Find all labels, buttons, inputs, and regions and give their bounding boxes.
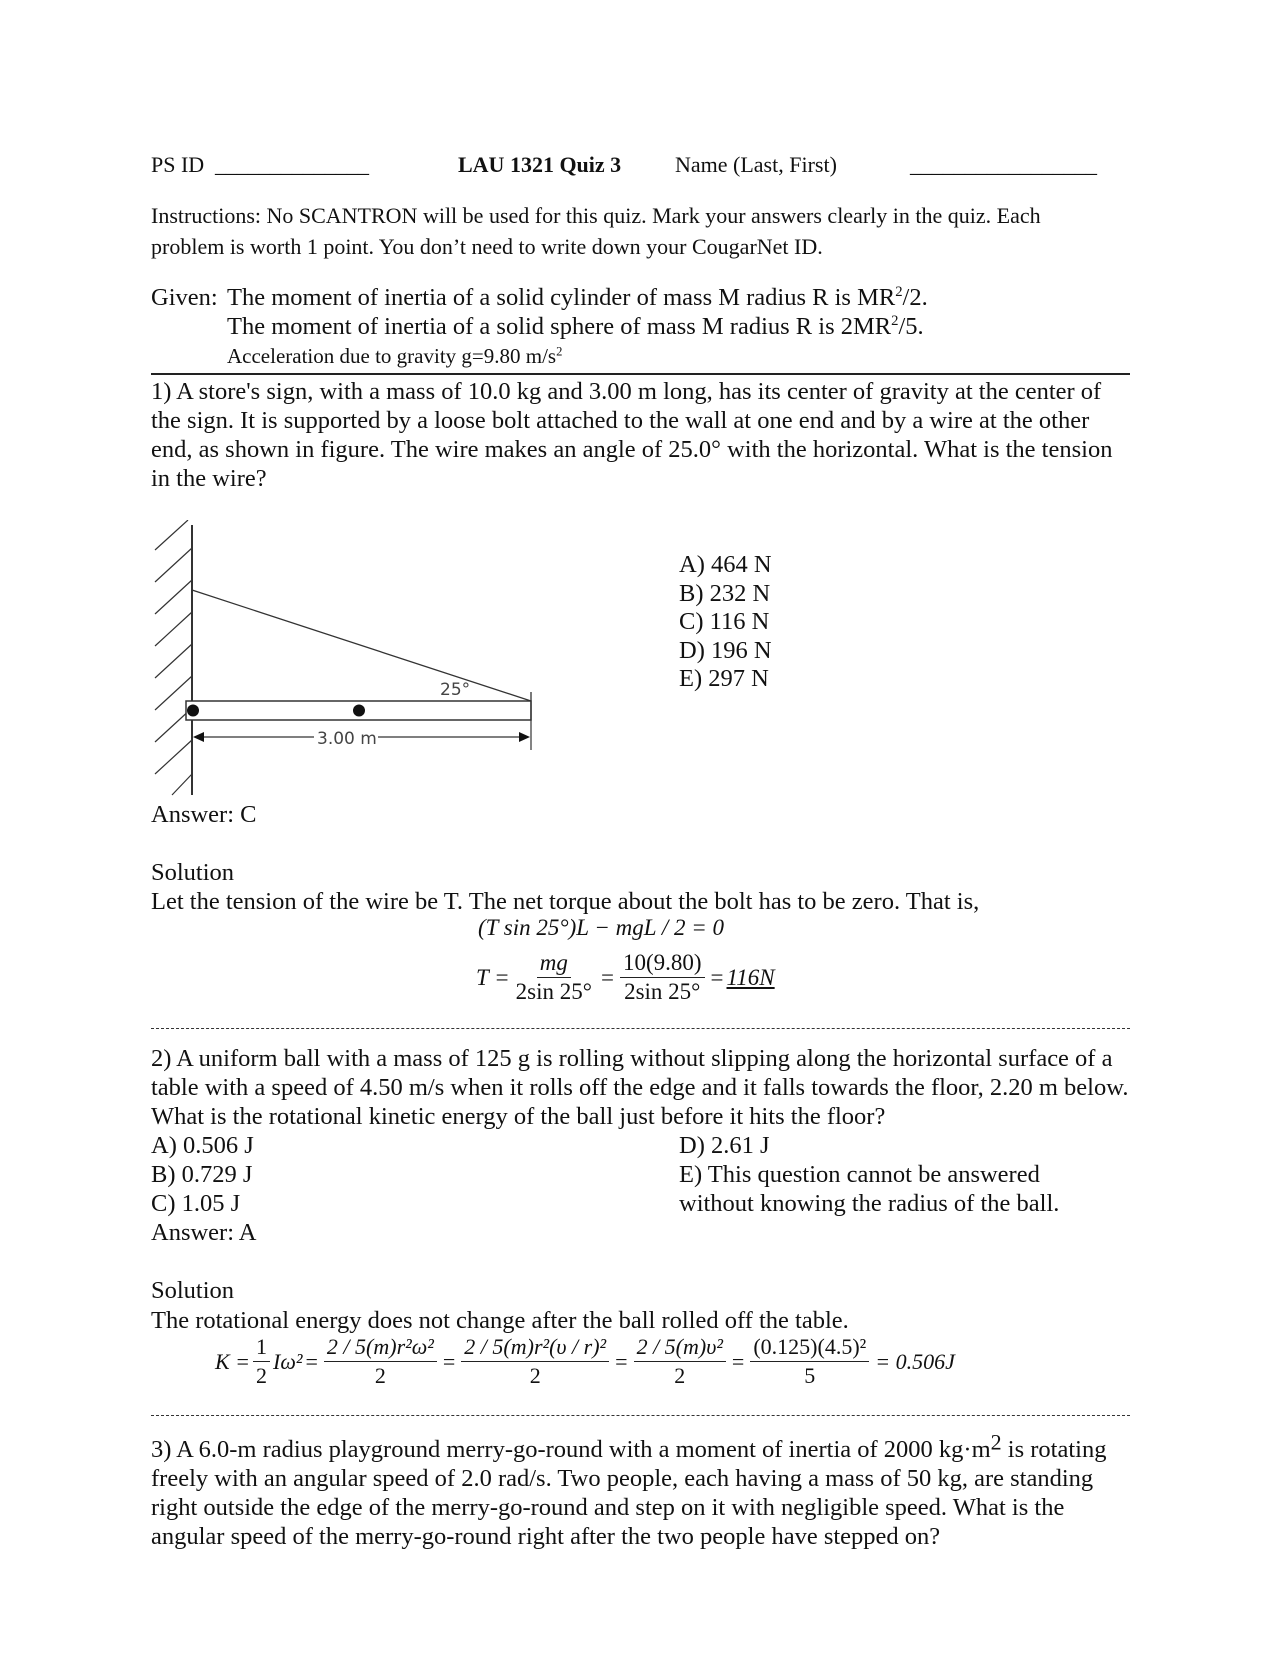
option-b[interactable]: B) 232 N	[679, 579, 771, 607]
wall-hatching-icon	[155, 520, 192, 795]
option-c[interactable]: C) 1.05 J	[151, 1190, 241, 1217]
option-a[interactable]: A) 0.506 J	[151, 1132, 254, 1159]
question-1-text: 1) A store's sign, with a mass of 10.0 kg and 3.00 m long, has its center of gravity at the center of the sign. It is supported by a loose bolt attached to the wall at one end and by a wire at the other end, as shown in figure. The wire makes an angle of 25.0° with the horizontal. What is the tension in the wire?	[151, 378, 1113, 492]
question-2-solution-text: The rotational energy does not change after the ball rolled off the table.	[151, 1307, 849, 1334]
angle-label: 25°	[440, 680, 471, 700]
instructions-line-2: problem is worth 1 point. You don’t need to write down your CougarNet ID.	[151, 234, 823, 259]
length-label: 3.00 m	[317, 729, 377, 749]
question-3-text: 3) A 6.0-m radius playground merry-go-round with a moment of inertia of 2000 $kg\cdot m^2$ is rotating freely with an angular speed of 2.0 rad/s. Two people, each having a mass of 50 kg, are standing right outside the edge of the merry-go-round and step on it with negligible speed. What is the angular speed of the merry-go-round right after the two people have stepped on?	[151, 1429, 1107, 1550]
wire-line	[192, 590, 531, 701]
given-sphere: The moment of inertia of a solid sphere of mass M radius R is $2MR^2/5$.	[227, 313, 924, 340]
question-2-solution-title: Solution	[151, 1277, 235, 1304]
question-1-solution-text: Let the tension of the wire be T. The net torque about the bolt has to be zero. That is,	[151, 888, 980, 915]
question-1-answer: Answer: C	[151, 801, 257, 828]
question-2-answer: Answer: A	[151, 1219, 257, 1246]
question-2-options-right	[679, 1131, 1059, 1218]
name-label: Name (Last, First)	[675, 152, 837, 177]
option-c[interactable]: C) 116 N	[679, 608, 770, 635]
quiz-title: LAU 1321 Quiz 3	[458, 152, 622, 177]
option-e[interactable]: E) 297 N	[679, 665, 769, 692]
question-divider	[151, 1028, 1130, 1029]
ps-id-label: PS ID	[151, 152, 205, 177]
sign-diagram	[150, 520, 550, 800]
question-1-solution-title: Solution	[151, 859, 235, 886]
bolt-icon	[187, 705, 199, 717]
instructions-line-1: Instructions: No SCANTRON will be used for this quiz. Mark your answers clearly in the quiz. Each	[151, 203, 1041, 228]
option-e[interactable]: E) This question cannot be answered	[679, 1161, 1040, 1188]
question-1-equation-1: (T sin 25°)L − mgL / 2 = 0	[478, 915, 725, 940]
question-2-text: 2) A uniform ball with a mass of 125 g is rolling without slipping along the horizontal surface of a table with a speed of 4.50 m/s when it rolls off the edge and it falls towards the floor, 2.20 m below. What is the rotational kinetic energy of the ball just before it hits the floor?	[151, 1045, 1129, 1130]
section-divider	[151, 373, 1130, 375]
option-e-continued: without knowing the radius of the ball.	[679, 1190, 1060, 1217]
question-2-equation: K = $\frac{1}{2}$ Iω² = $\frac{\text{2 / 5(m)r²ω²}}{2}$ = $\frac{\text{2 / 5(m)r²(υ / r)²}}{2}$ = $\frac{\text{2 / 5(m)υ²}}{2}$ = $\frac{\text{(0.125)(4.5)²}}{5}$ = 0.506J	[215, 1334, 955, 1388]
given-cylinder: The moment of inertia of a solid cylinder of mass M radius R is $MR^2/2$.	[227, 284, 928, 311]
given-label: Given:	[151, 284, 218, 311]
option-d[interactable]: D) 196 N	[679, 636, 772, 664]
ps-id-blank[interactable]: ______________	[215, 152, 369, 177]
question-divider	[151, 1415, 1130, 1416]
option-a[interactable]: A) 464 N	[679, 551, 772, 578]
given-gravity: Acceleration due to gravity g=9.80 $m/s^2$	[227, 344, 563, 368]
name-blank[interactable]: _________________	[910, 152, 1097, 177]
question-1-options	[679, 551, 772, 694]
center-of-gravity-icon	[353, 705, 365, 717]
question-2-options-left	[151, 1131, 256, 1247]
option-b[interactable]: B) 0.729 J	[151, 1161, 253, 1188]
question-1-equation-2: T = $\frac{mg}{2\sin 25^\circ}$ = $\frac{10(9.80)}{2\sin 25^\circ}$ = 116N	[476, 950, 775, 1004]
option-d[interactable]: D) 2.61 J	[679, 1132, 770, 1159]
